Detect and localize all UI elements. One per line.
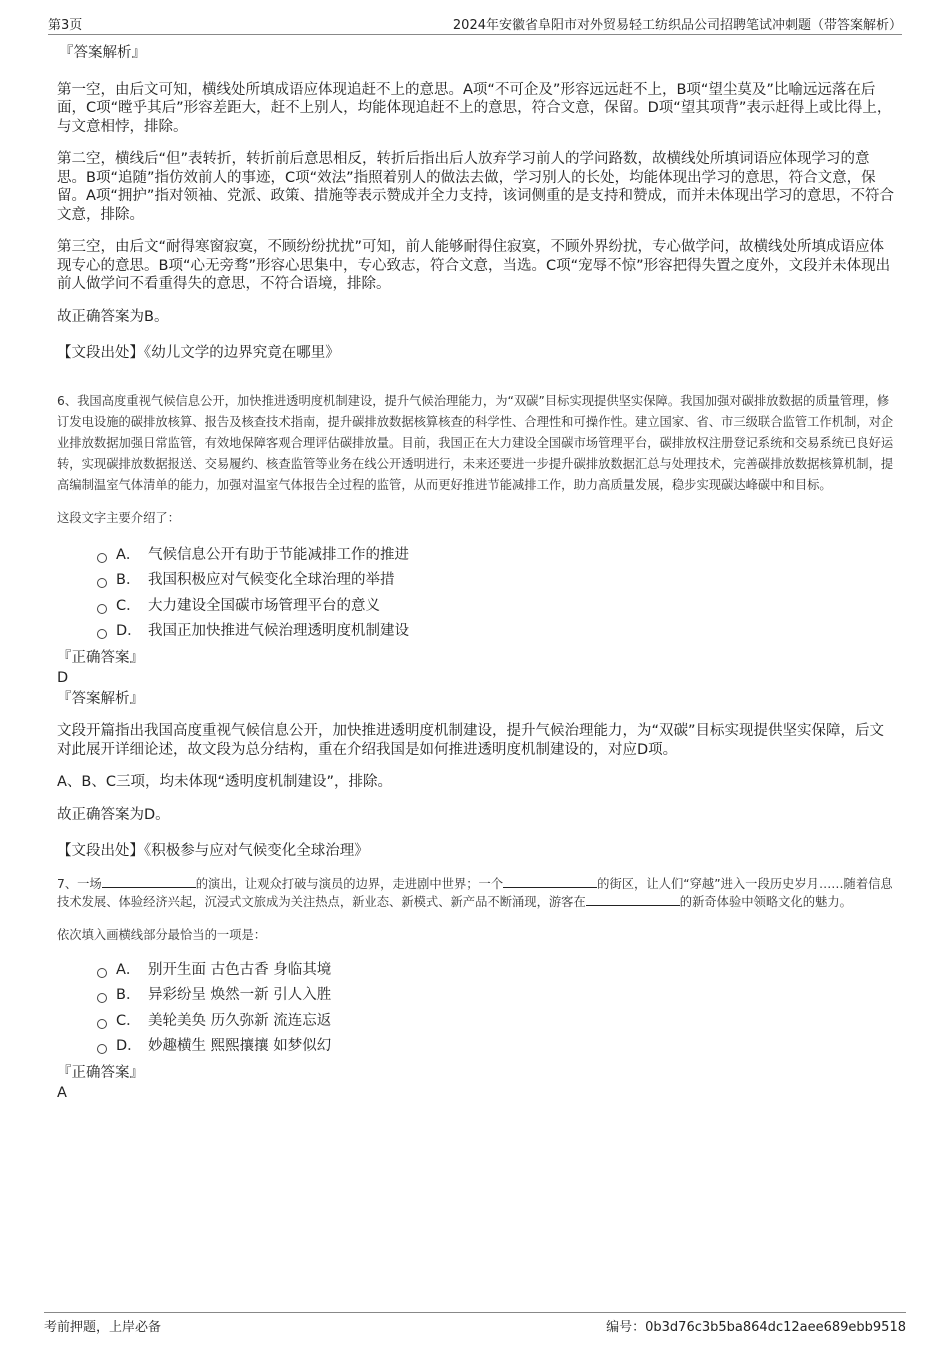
q5-analysis-para-2: 第二空，横线后“但”表转折，转折前后意思相反，转折后指出后人放弃学习前人的学问路数，故横线处所填词语应体现学习的意思。B项“追随”指仿效前人的事迹，C项“效法”指照着别人的做法去做，学习别人的长处，均能体现出学习的意思，符合文意，保留。A项“拥护”指对领袖、党派、政策、措施等表示赞成并全力支持，该词侧重的是支持和赞成，而并未体现出学习的意思，不符合文意，排除。 [57, 151, 894, 223]
radio-icon[interactable] [97, 993, 107, 1003]
page-number: 第3页 [48, 18, 83, 33]
q7-answer: A [57, 1085, 67, 1101]
radio-icon[interactable] [97, 578, 107, 588]
radio-icon[interactable] [97, 604, 107, 614]
q6-answer-label: 『正确答案』 [57, 649, 144, 666]
q6-conclusion: 故正确答案为D。 [57, 806, 170, 823]
q6-option-b[interactable]: B． 我国积极应对气候变化全球治理的举措 [97, 568, 897, 594]
q6-question: 这段文字主要介绍了： [57, 510, 180, 525]
radio-icon[interactable] [97, 553, 107, 563]
q6-option-a[interactable]: A． 气候信息公开有助于节能减排工作的推进 [97, 543, 897, 569]
blank-2 [503, 875, 597, 888]
q7-answer-label: 『正确答案』 [57, 1064, 144, 1081]
q7-option-c[interactable]: C． 美轮美奂 历久弥新 流连忘返 [97, 1009, 897, 1035]
q7-option-b[interactable]: B． 异彩纷呈 焕然一新 引人入胜 [97, 983, 897, 1009]
q7-stem: 7、一场 的演出，让观众打破与演员的边界，走进剧中世界；一个 的街区，让人们“穿越”进入一段历史岁月……随着信息技术发展、体验经济兴起，沉浸式文旅成为关注热点，新业态、新模式、新产品不断涌现，游客在 的新奇体验中领略文化的魅力。 [57, 876, 893, 909]
page-header [48, 12, 902, 35]
blank-3 [586, 893, 680, 906]
document-body [57, 44, 897, 1103]
q7-question: 依次填入画横线部分最恰当的一项是： [57, 927, 267, 942]
q6-options [97, 543, 897, 645]
q5-analysis-para-3: 第三空，由后文“耐得寒窗寂寞，不顾纷纷扰扰”可知，前人能够耐得住寂寞，不顾外界纷扰，专心做学问，故横线处所填成语应体现专心的意思。B项“心无旁骛”形容心思集中，专心致志，符合文意，当选。C项“宠辱不惊”形容把得失置之度外，文段并未体现出前人做学问不看重得失的意思，不符合语境，排除。 [57, 239, 891, 292]
q6-option-c[interactable]: C． 大力建设全国碳市场管理平台的意义 [97, 594, 897, 620]
q5-analysis-para-1: 第一空，由后文可知，横线处所填成语应体现追赶不上的意思。A项“不可企及”形容远远赶不上，B项“望尘莫及”比喻远远落在后面，C项“瞠乎其后”形容差距大，赶不上别人，均能体现追赶不上的意思，符合文意，保留。D项“望其项背”表示赶得上或比得上，与文意相悖，排除。 [57, 81, 892, 135]
q6-stem: 6、我国高度重视气候信息公开，加快推进透明度机制建设，提升气候治理能力，为“双碳”目标实现提供坚实保障。我国加强对碳排放数据的质量管理，修订发电设施的碳排放核算、报告及核查技术指南，提升碳排放数据核算核查的科学性、合理性和可操作性。建立国家、省、市三级联合监管工作机制，对企业排放数据加强日常监管，有效地保障客观合理评估碳排放量。目前，我国正在大力建设全国碳市场管理平台，碳排放权注册登记系统和交易系统已良好运转，实现碳排放数据报送、交易履约、核查监管等业务在线公开透明进行，未来还要进一步提升碳排放数据汇总与处理技术，完善碳排放数据核算机制，提高编制温室气体清单的能力，加强对温室气体报告全过程的监管，从而更好推进节能减排工作，助力高质量发展，稳步实现碳达峰碳中和目标。 [57, 393, 894, 492]
radio-icon[interactable] [97, 629, 107, 639]
q7-option-d[interactable]: D． 妙趣横生 熙熙攘攘 如梦似幻 [97, 1034, 897, 1060]
q7-option-a[interactable]: A． 别开生面 古色古香 身临其境 [97, 958, 897, 984]
blank-1 [102, 875, 196, 888]
q5-analysis-label: 『答案解析』 [59, 45, 146, 61]
document-title: 2024年安徽省阜阳市对外贸易轻工纺织品公司招聘笔试冲刺题（带答案解析） [452, 18, 902, 33]
q5-source: 【文段出处】《幼儿文学的边界究竟在哪里》 [57, 345, 340, 361]
q7-options [97, 958, 897, 1060]
q5-conclusion: 故正确答案为B。 [57, 308, 169, 325]
document-id: 编号：0b3d76c3b5ba864dc12aee689ebb9518 [606, 1320, 906, 1335]
q6-source: 【文段出处】《积极参与应对气候变化全球治理》 [57, 843, 369, 859]
q6-analysis-label: 『答案解析』 [57, 690, 144, 707]
radio-icon[interactable] [97, 1019, 107, 1029]
radio-icon[interactable] [97, 968, 107, 978]
q6-option-d[interactable]: D． 我国正加快推进气候治理透明度机制建设 [97, 619, 897, 645]
q6-analysis-para-1: 文段开篇指出我国高度重视气候信息公开，加快推进透明度机制建设，提升气候治理能力，为“双碳”目标实现提供坚实保障，后文对此展开详细论述，故文段为总分结构，重在介绍我国是如何推进透明度机制建设的，对应D项。 [57, 723, 885, 758]
radio-icon[interactable] [97, 1044, 107, 1054]
page-footer [44, 1312, 906, 1337]
q6-analysis-para-2: A、B、C三项，均未体现“透明度机制建设”，排除。 [57, 774, 393, 790]
q6-answer: D [57, 670, 69, 686]
footer-slogan: 考前押题，上岸必备 [44, 1320, 162, 1335]
